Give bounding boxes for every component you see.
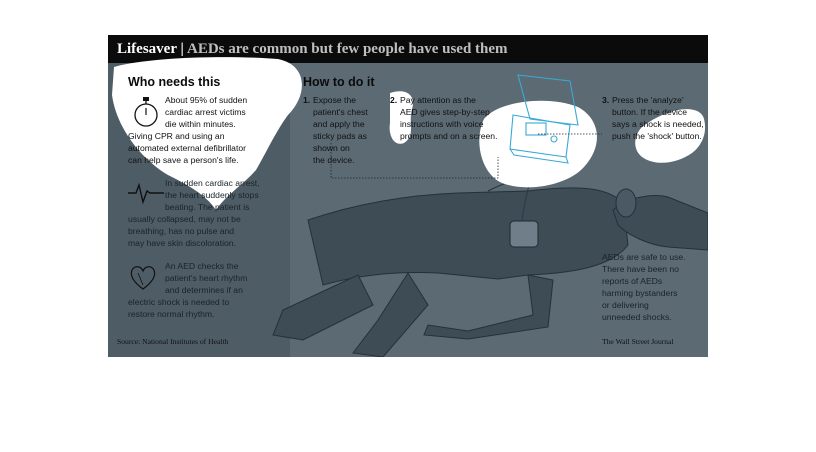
title-text: AEDs are common but few people have used them <box>187 41 508 57</box>
step-2-text: Pay attention as the AED gives step-by-step instructions with voice prompts and on a screen. <box>400 95 498 141</box>
fact-aed-check: An AED checks the patient's heart rhythm and determines if an <box>165 261 248 295</box>
source-credit: Source: National Institutes of Health <box>117 337 229 346</box>
title-prefix: Lifesaver | <box>117 41 184 57</box>
step-3-text: Press the 'analyze' button. If the device says a shock is needed, push the 'shock' button. <box>612 95 704 141</box>
step-1-number: 1. <box>303 95 311 105</box>
who-needs-this-heading: Who needs this <box>128 75 221 89</box>
step-1-text: Expose the patient's chest and apply the sticky pads as shown on the device. <box>313 95 368 165</box>
infographic-card <box>108 35 708 357</box>
heart-icon <box>128 263 158 293</box>
how-to-heading: How to do it <box>303 75 375 89</box>
fact-cardiac-arrest: In sudden cardiac arrest, the heart suddenly stops beating. The patient is <box>165 178 260 212</box>
step-2-number: 2. <box>390 95 398 105</box>
safety-note: AEDs are safe to use. There have been no reports of AEDs harming bystanders or delivering unneeded shocks. <box>602 252 686 322</box>
fact-shock: electric shock is needed to restore normal rhythm. <box>128 297 230 319</box>
fact-survival: About 95% of sudden cardiac arrest victims die within minutes. <box>165 95 248 129</box>
fact-symptoms: usually collapsed, may not be breathing, has no pulse and may have skin discoloration. <box>128 214 241 248</box>
heartbeat-icon <box>128 182 164 204</box>
step-3-number: 3. <box>602 95 610 105</box>
stopwatch-icon <box>132 94 160 130</box>
fact-cpr: Giving CPR and using an automated external defibrillator can help save a person's life. <box>128 131 246 165</box>
publisher-credit: The Wall Street Journal <box>602 337 674 346</box>
